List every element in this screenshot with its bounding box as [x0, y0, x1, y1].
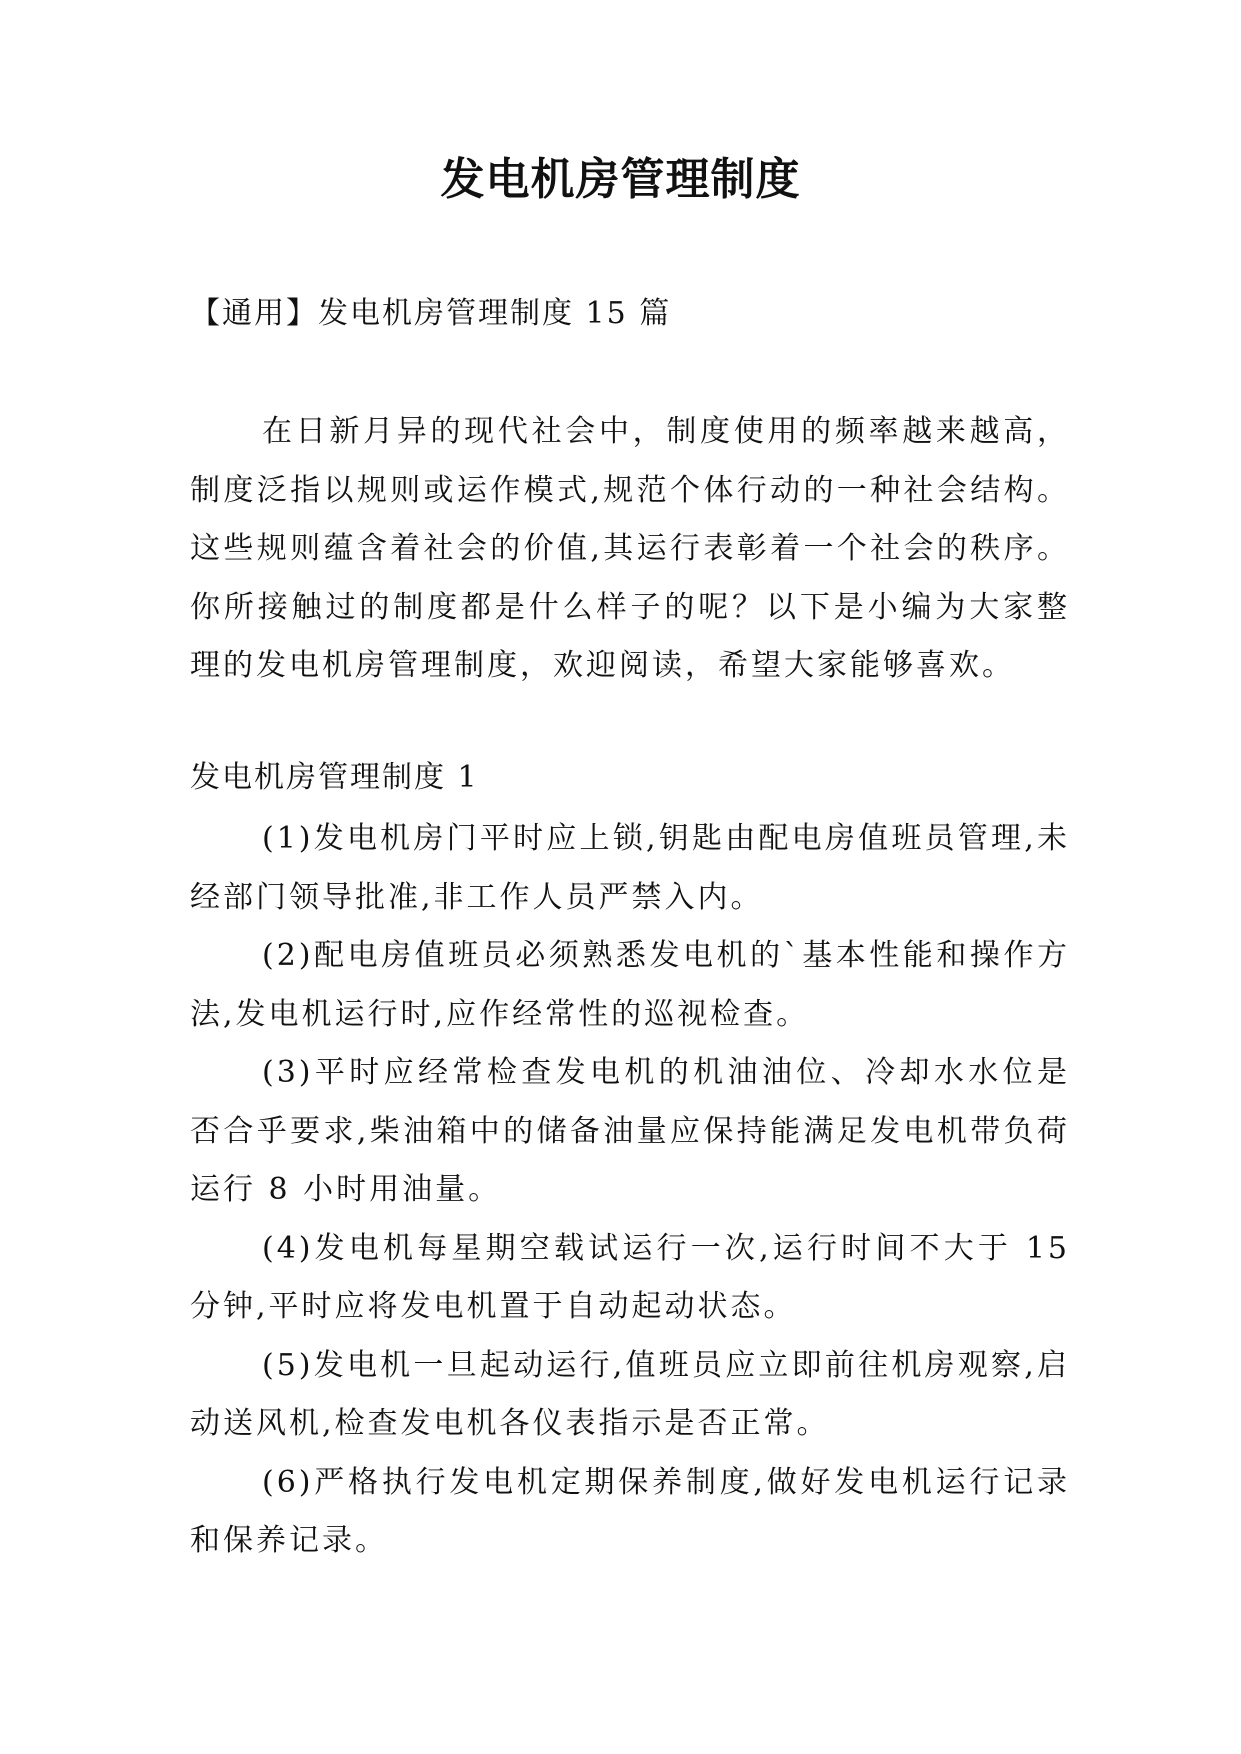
document-subtitle: 【通用】发电机房管理制度 15 篇	[190, 296, 672, 331]
intro-paragraph: 在日新月异的现代社会中，制度使用的频率越来越高，制度泛指以规则或运作模式,规范个体行动的一种社会结构。这些规则蕴含着社会的价值,其运行表彰着一个社会的秩序。你所接触过的制度都是什么样子的呢？以下是小编为大家整理的发电机房管理制度，欢迎阅读，希望大家能够喜欢。	[190, 414, 1070, 683]
rule-item: (5)发电机一旦起动运行,值班员应立即前往机房观察,启动送风机,检查发电机各仪表指示是否正常。	[190, 1347, 1070, 1441]
document-title: 发电机房管理制度	[440, 154, 801, 205]
section-heading: 发电机房管理制度 1	[190, 760, 479, 795]
rule-item: (1)发电机房门平时应上锁,钥匙由配电房值班员管理,未经部门领导批准,非工作人员严禁入内。	[190, 821, 1070, 915]
section-items	[190, 810, 1070, 1571]
rule-item: (6)严格执行发电机定期保养制度,做好发电机运行记录和保养记录。	[190, 1464, 1070, 1558]
rule-item: (3)平时应经常检查发电机的机油油位、冷却水水位是否合乎要求,柴油箱中的储备油量应保持能满足发电机带负荷运行 8 小时用油量。	[190, 1055, 1070, 1207]
rule-item: (2)配电房值班员必须熟悉发电机的`基本性能和操作方法,发电机运行时,应作经常性的巡视检查。	[190, 938, 1070, 1032]
rule-item: (4)发电机每星期空载试运行一次,运行时间不大于 15 分钟,平时应将发电机置于自动起动状态。	[190, 1230, 1070, 1324]
